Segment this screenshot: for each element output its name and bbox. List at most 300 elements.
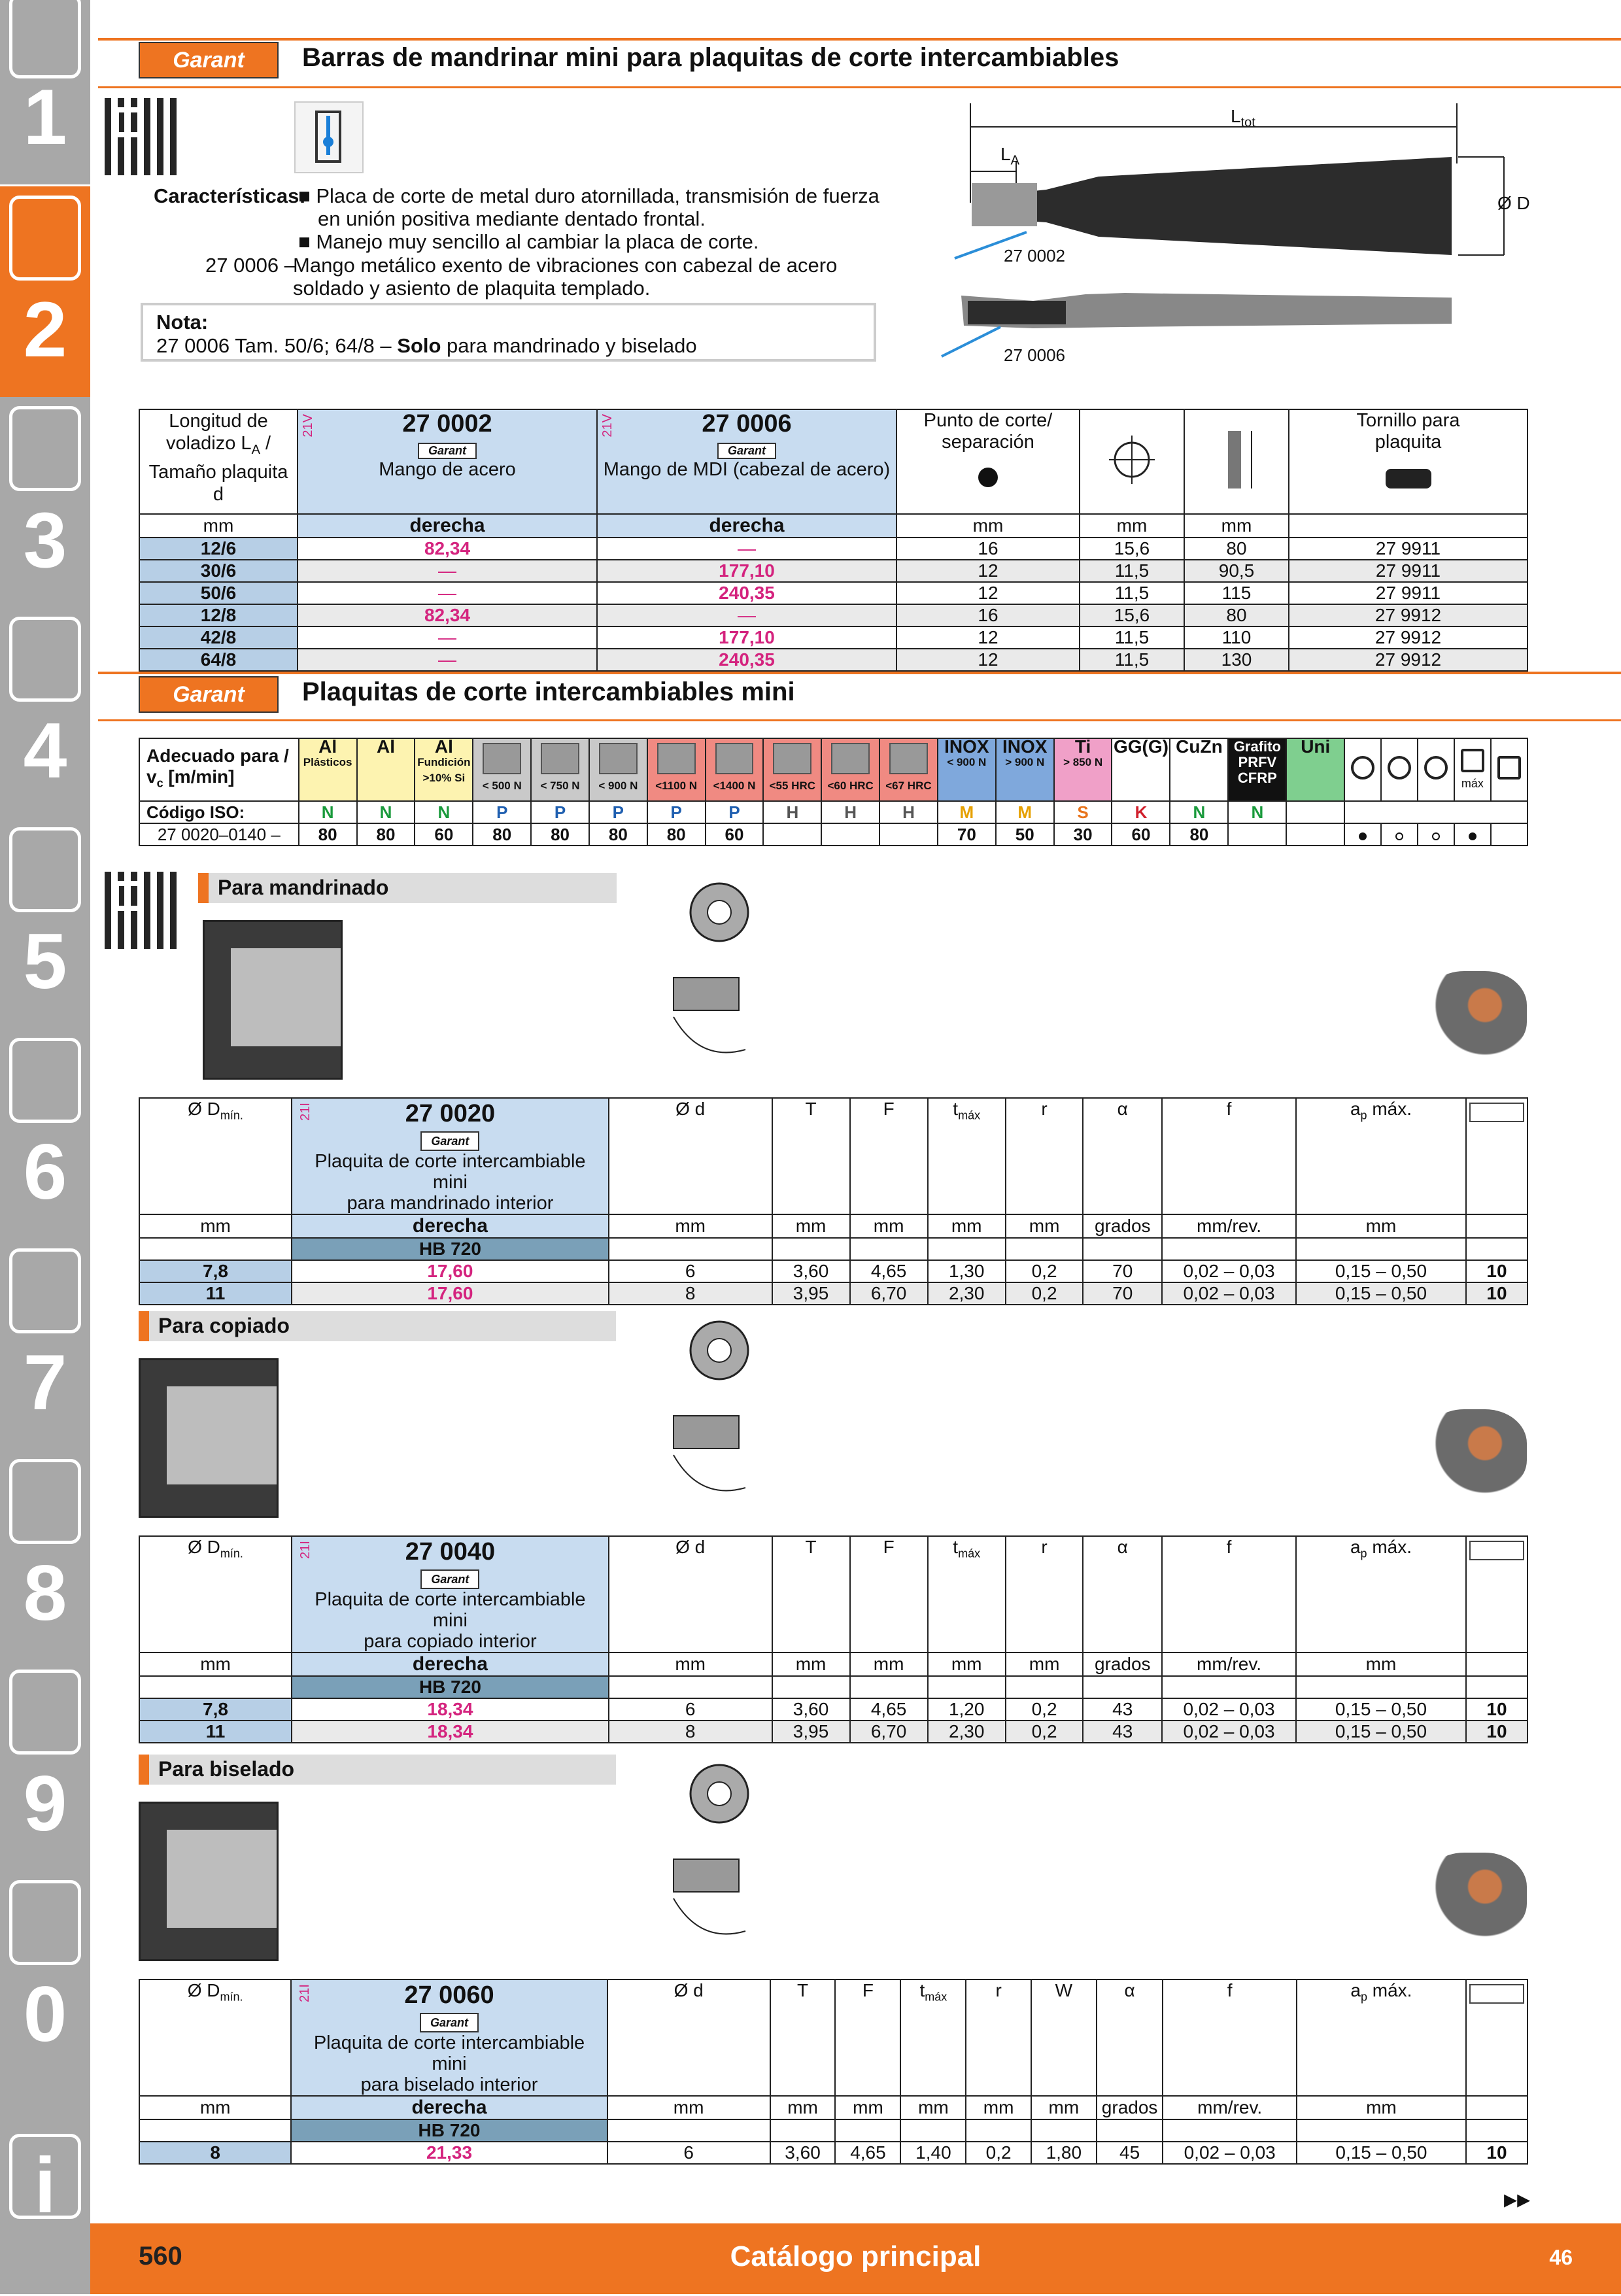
iso-code: N: [357, 801, 415, 823]
col-head: F: [850, 1098, 928, 1214]
table-cell: 27 9912: [1289, 626, 1527, 649]
material-head: Al Plásticos: [299, 738, 357, 801]
col-dmin-head: Ø $D_{mín.}$: [139, 1098, 292, 1214]
table-cell: 43: [1083, 1698, 1162, 1721]
col-head: α: [1083, 1098, 1162, 1214]
table-cell: 115: [1184, 582, 1289, 604]
product-head: 21I 27 0060 Garant Plaquita de corte intercambiable mini para biselado interior: [291, 1979, 607, 2096]
garant-badge: Garant: [717, 443, 776, 459]
insert-photo: [1422, 971, 1527, 1056]
ltot-label: $L_{tot}$: [1231, 106, 1255, 130]
grade-label: HB 720: [291, 2119, 607, 2142]
material-head: Al: [357, 738, 415, 801]
suitability-dot-icon: [1344, 823, 1381, 846]
material-head: <55 HRC: [763, 738, 821, 801]
table-cell: 27 9912: [1289, 649, 1527, 671]
iso-code: P: [706, 801, 764, 823]
side-tab-5[interactable]: 5: [0, 818, 90, 1031]
table-cell: 177,10: [597, 560, 896, 582]
side-tab-1[interactable]: 1: [0, 0, 90, 186]
garant-logo: Garant: [139, 42, 279, 78]
suitability-ring-icon: [1418, 823, 1454, 846]
pack-size-head: [1466, 1536, 1527, 1653]
grade-label: HB 720: [292, 1238, 609, 1260]
bar-length-icon: [1214, 427, 1259, 492]
nota-text: 27 0006 Tam. 50/6; 64/8 – Solo para mandrinado y biselado: [156, 334, 697, 357]
steel-beam-icon: [889, 743, 928, 774]
table-cell: 11,5: [1080, 560, 1184, 582]
table-cell: 27 9912: [1289, 604, 1527, 626]
material-icon-round: [1344, 738, 1381, 801]
col-dmin-head: Ø $D_{mín.}$: [139, 1979, 291, 2096]
table-cell: 0,2: [1006, 1282, 1084, 1305]
table-cell: 0,15 – 0,50: [1296, 1260, 1466, 1282]
vc-value: 80: [1170, 823, 1228, 846]
col-head: T: [772, 1098, 850, 1214]
col-length-head: Longitud de voladizo $L_A$ / Tamaño plaquita d: [139, 409, 298, 514]
boring-bar-table: Longitud de voladizo $L_A$ / Tamaño plaquita d 21V 27 0002 Garant Mango de acero 21V 27 0006 Garant Mango de MDI (cabezal de acero) Punto de corte/ separación Tornillo para plaquita mm derecha derecha mm mm mm 12/6 82,34 — 16 15,6 80 27 9911 30/6 — 177,10 12 11,5 90,5 27 9911 50/6 — 240,35 12 11,5 115 27 9911 12/8 82,34 — 16 15,6 80 27 9912 42/8 — 177,10 12 11,5 110 27 9912 64/8 — 240,35 12 11,5 130 27 9912: [139, 409, 1528, 672]
material-head: Uni: [1286, 738, 1344, 801]
insert-table: Ø $D_{mín.}$ 21I 27 0020 Garant Plaquita de corte intercambiable mini para mandrinado interior Ø d T F $t_{máx}$ r α f $a_p$ máx. mm derecha mm mm mm mm mm grados mm/rev. mm HB 720 7,8 17,60 6 3,60 4,65 1,30 0,2 70 0,02 – 0,03 0,15 – 0,50 10 11 17,60 8 3,95 6,70 2,30 0,2 70 0,02 – 0,03 0,15 – 0,50 10: [139, 1097, 1528, 1305]
table-cell: 12: [896, 582, 1080, 604]
drill-icon: [9, 0, 81, 78]
col-head: r: [1006, 1098, 1084, 1214]
side-tab-3[interactable]: 3: [0, 397, 90, 609]
table-cell: 43: [1083, 1721, 1162, 1743]
iso-code: K: [1112, 801, 1170, 823]
col-head: $t_{máx}$: [928, 1098, 1006, 1214]
insert-icon: [9, 196, 81, 281]
table-cell: 6,70: [850, 1721, 928, 1743]
feature-line-3: ■ Manejo muy sencillo al cambiar la placa de corte.: [298, 230, 759, 253]
col-head: Ø d: [609, 1098, 772, 1214]
table-cell: —: [298, 560, 597, 582]
table-cell: 10: [1466, 1698, 1527, 1721]
side-tab-info[interactable]: i: [0, 2082, 90, 2296]
table-cell: 0,02 – 0,03: [1163, 2142, 1296, 2164]
table-cell: 240,35: [597, 582, 896, 604]
table-cell: 8: [139, 2142, 291, 2164]
vc-value: [1286, 823, 1344, 846]
vc-value: [821, 823, 879, 846]
safety-icon: [9, 1880, 81, 1965]
code-27-0002-label: 27 0002: [1004, 246, 1065, 266]
col-head: α: [1083, 1536, 1162, 1653]
material-head: INOX > 900 N: [996, 738, 1054, 801]
steel-beam-icon: [773, 743, 811, 774]
material-head: <1400 N: [706, 738, 764, 801]
steel-beam-icon: [483, 743, 521, 774]
material-head: GG(G): [1112, 738, 1170, 801]
insert-geometry-diagram: [647, 1305, 804, 1514]
vc-value: 70: [938, 823, 996, 846]
group-subtitle-bar: [198, 873, 617, 903]
group-subtitle: Para copiado: [158, 1314, 290, 1337]
material-icon-dry: [1491, 738, 1527, 801]
table-cell: 1,20: [928, 1698, 1006, 1721]
iso-code: M: [938, 801, 996, 823]
saw-icon: [9, 827, 81, 912]
insert-photo: [1422, 1409, 1527, 1494]
steel-beam-icon: [831, 743, 870, 774]
iso-code: [1286, 801, 1344, 823]
table-cell: 6: [607, 2142, 770, 2164]
table-cell: 10: [1466, 1282, 1527, 1305]
col-head: r: [1006, 1536, 1084, 1653]
table-cell: 70: [1083, 1260, 1162, 1282]
material-head: <1100 N: [647, 738, 706, 801]
bore-section-illustration: [203, 920, 343, 1080]
vc-value: 60: [1112, 823, 1170, 846]
insert-table: Ø $D_{mín.}$ 21I 27 0060 Garant Plaquita de corte intercambiable mini para biselado interior Ø d T F $t_{máx}$ r W α f $a_p$ máx. mm derecha mm mm mm mm mm mm grados mm/rev. mm HB 720 8 21,33 6 3,60 4,65 1,40 0,2 1,80 45 0,02 – 0,03 0,15 – 0,50 10: [139, 1979, 1528, 2165]
col-head: α: [1097, 1979, 1163, 2096]
table-cell: 3,60: [772, 1260, 850, 1282]
footer: [90, 2223, 1621, 2294]
grade-label: HB 720: [292, 1676, 609, 1698]
table-cell: 12/6: [139, 538, 298, 560]
table-row: [139, 604, 1527, 626]
table-cell: 80: [1184, 604, 1289, 626]
col-head: $t_{máx}$: [900, 1979, 966, 2096]
table-cell: 50/6: [139, 582, 298, 604]
vc-value: 60: [706, 823, 764, 846]
table-cell: —: [298, 626, 597, 649]
table-cell: 0,02 – 0,03: [1162, 1260, 1296, 1282]
col-head: Ø d: [607, 1979, 770, 2096]
table-cell: 7,8: [139, 1698, 292, 1721]
table-cell: 0,2: [1006, 1721, 1084, 1743]
boring-bar-diagram: [929, 98, 1543, 373]
table-row: [139, 2142, 1527, 2164]
table-row: [139, 649, 1527, 671]
prod-27-0002-head: 21V 27 0002 Garant Mango de acero: [298, 409, 597, 514]
table-cell: 18,34: [292, 1721, 609, 1743]
iso-code: M: [996, 801, 1054, 823]
material-matrix: Adecuado para / $v_c$ [m/min] Al Plásticos Al Al Fundición >10% Si < 500 N < 750 N < 900 N <1100 N <1400 N <55 HRC <60 HRC <67 HRC INOX < 900 N INOX > 900 N Ti > 850 N GG(G) CuZn Grafito PRFV CFRP Uni máx Código ISO: N N N P P P P P H H H M M S K N N 27 0020–0140 – 80 80 60 80 80 80 80 60 70 50 30 60 80: [139, 738, 1528, 846]
pliers-icon: [9, 1248, 81, 1333]
section2-rule: [98, 672, 1621, 674]
table-cell: 8: [609, 1282, 772, 1305]
table-cell: 8: [609, 1721, 772, 1743]
side-tab-0[interactable]: 0: [0, 1871, 90, 2083]
table-cell: 11,5: [1080, 626, 1184, 649]
cabinet-icon: [9, 1670, 81, 1755]
col-head: f: [1162, 1536, 1296, 1653]
coolant-icon: [294, 101, 364, 173]
garant-badge: Garant: [420, 1569, 479, 1589]
vc-value: 80: [589, 823, 647, 846]
table-row: [139, 1698, 1527, 1721]
table-cell: 82,34: [298, 604, 597, 626]
side-tab-7[interactable]: 7: [0, 1239, 90, 1452]
group-subtitle-bar: [139, 1755, 616, 1785]
table-cell: 18,34: [292, 1698, 609, 1721]
vc-value: 60: [415, 823, 473, 846]
iso-code: P: [531, 801, 589, 823]
table-cell: 11: [139, 1282, 292, 1305]
table-cell: 10: [1466, 1260, 1527, 1282]
table-row: [139, 582, 1527, 604]
table-cell: 11,5: [1080, 582, 1184, 604]
col-head: T: [772, 1536, 850, 1653]
pack-size-head: [1466, 1979, 1527, 2096]
table-cell: 16: [896, 604, 1080, 626]
vc-value: [879, 823, 938, 846]
product-head: 21I 27 0040 Garant Plaquita de corte intercambiable mini para copiado interior: [292, 1536, 609, 1653]
table-cell: 45: [1097, 2142, 1163, 2164]
iso-code: N: [415, 801, 473, 823]
table-cell: 82,34: [298, 538, 597, 560]
table-cell: —: [298, 582, 597, 604]
table-cell: 15,6: [1080, 604, 1184, 626]
material-icon-ring: [1418, 738, 1454, 801]
table-cell: 90,5: [1184, 560, 1289, 582]
table-row: [139, 1282, 1527, 1305]
table-cell: 17,60: [292, 1260, 609, 1282]
note-line-1: Mango metálico exento de vibraciones con cabezal de acero: [293, 254, 838, 277]
table-cell: 80: [1184, 538, 1289, 560]
product-head: 21I 27 0020 Garant Plaquita de corte intercambiable mini para mandrinado interior: [292, 1098, 609, 1214]
table-cell: 17,60: [292, 1282, 609, 1305]
table-cell: —: [597, 538, 896, 560]
table-cell: 10: [1466, 1721, 1527, 1743]
garant-logo: Garant: [139, 676, 279, 713]
col-head: Ø d: [609, 1536, 772, 1653]
table-cell: —: [298, 649, 597, 671]
bore-section-illustration: [139, 1802, 279, 1961]
table-cell: 110: [1184, 626, 1289, 649]
insert-table: Ø $D_{mín.}$ 21I 27 0040 Garant Plaquita de corte intercambiable mini para copiado interior Ø d T F $t_{máx}$ r α f $a_p$ máx. mm derecha mm mm mm mm mm grados mm/rev. mm HB 720 7,8 18,34 6 3,60 4,65 1,20 0,2 43 0,02 – 0,03 0,15 – 0,50 10 11 18,34 8 3,95 6,70 2,30 0,2 43 0,02 – 0,03 0,15 – 0,50 10: [139, 1535, 1528, 1743]
table-cell: 6,70: [850, 1282, 928, 1305]
table-row: [139, 626, 1527, 649]
side-tab-4[interactable]: 4: [0, 608, 90, 820]
table-cell: 0,15 – 0,50: [1296, 1721, 1466, 1743]
wrench-icon: [9, 1038, 81, 1123]
col-head: W: [1031, 1979, 1097, 2096]
diameter-icon: [1109, 430, 1155, 489]
table-row: [139, 538, 1527, 560]
note-line-2: soldado y asiento de plaquita templado.: [293, 277, 651, 300]
catalog-title: Catálogo principal: [730, 2240, 981, 2272]
material-head: INOX < 900 N: [938, 738, 996, 801]
col-screw-head: Tornillo para plaquita: [1289, 409, 1527, 514]
col-length-icon-head: [1184, 409, 1289, 514]
table-cell: 1,30: [928, 1260, 1006, 1282]
header-rule: [98, 38, 1621, 41]
vc-value: 80: [531, 823, 589, 846]
table-cell: 0,2: [1006, 1698, 1084, 1721]
product-code: 27 0060: [404, 1981, 494, 2009]
table-cell: 27 9911: [1289, 560, 1527, 582]
suitability-ring-icon: [1381, 823, 1418, 846]
iso-code: P: [647, 801, 706, 823]
table-cell: 6: [609, 1698, 772, 1721]
steel-beam-icon: [541, 743, 579, 774]
material-head: <60 HRC: [821, 738, 879, 801]
iso-code: H: [763, 801, 821, 823]
table-row: [139, 1721, 1527, 1743]
od-label: Ø D: [1497, 193, 1530, 213]
section1-title: Barras de mandrinar mini para plaquitas de corte intercambiables: [302, 43, 1119, 72]
table-cell: 0,2: [966, 2142, 1031, 2164]
la-label: $L_A$: [1000, 144, 1019, 168]
table-cell: —: [597, 604, 896, 626]
caliper-icon: [9, 617, 81, 702]
box-icon: [1469, 1541, 1524, 1560]
steel-beam-icon: [657, 743, 696, 774]
section2-rule-bottom: [98, 719, 1621, 721]
product-code: 27 0020: [405, 1100, 496, 1127]
steel-beam-icon: [599, 743, 638, 774]
header-rule-bottom: [98, 86, 1621, 88]
table-cell: 2,30: [928, 1721, 1006, 1743]
pack-size-head: [1466, 1098, 1527, 1214]
table-cell: 0,15 – 0,50: [1297, 2142, 1466, 2164]
col-punto-head: Punto de corte/ separación: [896, 409, 1080, 514]
table-cell: 0,02 – 0,03: [1162, 1698, 1296, 1721]
iso-code: P: [473, 801, 531, 823]
material-head: < 900 N: [589, 738, 647, 801]
table-cell: 240,35: [597, 649, 896, 671]
feature-line-1: ■ Placa de corte de metal duro atornillada, transmisión de fuerza: [298, 184, 879, 207]
bore-section-illustration: [139, 1358, 279, 1518]
next-page-arrow[interactable]: ▸▸: [1504, 2185, 1531, 2214]
vc-value: 80: [473, 823, 531, 846]
boring-bar-rows: [139, 538, 1527, 671]
table-cell: 27 9911: [1289, 582, 1527, 604]
material-head: Grafito PRFV CFRP: [1228, 738, 1286, 801]
insert-geometry-diagram: [647, 1748, 804, 1957]
col-head: $t_{máx}$: [928, 1536, 1006, 1653]
iso-code: S: [1054, 801, 1112, 823]
material-head: CuZn: [1170, 738, 1228, 801]
table-cell: 12/8: [139, 604, 298, 626]
screw-icon: [1386, 469, 1431, 488]
col-head: $a_p$ máx.: [1296, 1098, 1466, 1214]
table-cell: 2,30: [928, 1282, 1006, 1305]
table-cell: 0,15 – 0,50: [1296, 1698, 1466, 1721]
col-head: f: [1162, 1098, 1296, 1214]
steel-beam-icon: [715, 743, 754, 774]
material-icon-coolant: máx: [1454, 738, 1491, 801]
table-cell: 11,5: [1080, 649, 1184, 671]
side-tab-8[interactable]: 8: [0, 1450, 90, 1662]
table-cell: 12: [896, 626, 1080, 649]
table-cell: 0,2: [1006, 1260, 1084, 1282]
insert-photo: [1422, 1853, 1527, 1938]
iso-code: P: [589, 801, 647, 823]
table-cell: 12: [896, 649, 1080, 671]
table-cell: 42/8: [139, 626, 298, 649]
col-head: T: [770, 1979, 836, 2096]
col-dmin-head: Ø $D_{mín.}$: [139, 1536, 292, 1653]
holder-icon: [9, 406, 81, 491]
iso-code: N: [1228, 801, 1286, 823]
side-tab-2[interactable]: 2: [0, 186, 90, 399]
table-cell: 11: [139, 1721, 292, 1743]
table-cell: 4,65: [850, 1698, 928, 1721]
vc-value: 50: [996, 823, 1054, 846]
table-cell: 12: [896, 560, 1080, 582]
material-icon-profile: [1381, 738, 1418, 801]
table-cell: 3,95: [772, 1721, 850, 1743]
features-label: Características:: [154, 184, 306, 207]
vc-value: [1228, 823, 1286, 846]
vc-value: 80: [647, 823, 706, 846]
vc-value: 30: [1054, 823, 1112, 846]
table-cell: 4,65: [835, 2142, 900, 2164]
prod-27-0006-head: 21V 27 0006 Garant Mango de MDI (cabezal de acero): [597, 409, 896, 514]
side-tab-9[interactable]: 9: [0, 1660, 90, 1873]
table-cell: 0,02 – 0,03: [1162, 1721, 1296, 1743]
table-cell: 3,60: [770, 2142, 836, 2164]
feature-line-2: en unión positiva mediante dentado frontal.: [318, 207, 706, 230]
material-head: <67 HRC: [879, 738, 938, 801]
col-head: F: [835, 1979, 900, 2096]
toolcase-icon: [9, 1459, 81, 1544]
black-dot-icon: [978, 468, 998, 487]
suitability-dot-icon: [1454, 823, 1491, 846]
table-cell: 7,8: [139, 1260, 292, 1282]
footer-right-number: 46: [1549, 2246, 1573, 2269]
col-head: r: [966, 1979, 1031, 2096]
table-row: [139, 1260, 1527, 1282]
group-subtitle-bar: [139, 1311, 616, 1341]
table-row: [139, 560, 1527, 582]
qr-code[interactable]: [105, 98, 182, 175]
table-cell: 3,95: [772, 1282, 850, 1305]
table-cell: 6: [609, 1260, 772, 1282]
code-27-0006-label: 27 0006: [1004, 345, 1065, 365]
insert-geometry-diagram: [647, 866, 804, 1076]
iso-code: H: [821, 801, 879, 823]
group-subtitle: Para biselado: [158, 1757, 295, 1781]
vc-value: 80: [357, 823, 415, 846]
box-icon: [1469, 1984, 1524, 2004]
table-cell: 1,40: [900, 2142, 966, 2164]
vc-value: [763, 823, 821, 846]
material-head: Al Fundición >10% Si: [415, 738, 473, 801]
col-head: $a_p$ máx.: [1296, 1536, 1466, 1653]
table-cell: 15,6: [1080, 538, 1184, 560]
nota-box: Nota: 27 0006 Tam. 50/6; 64/8 – Solo para mandrinado y biselado: [141, 303, 876, 362]
material-head: < 500 N: [473, 738, 531, 801]
garant-badge: Garant: [418, 443, 477, 459]
side-tab-6[interactable]: 6: [0, 1029, 90, 1241]
side-index: [0, 0, 90, 2294]
note-code: 27 0006 –: [205, 254, 296, 277]
table-cell: 64/8: [139, 649, 298, 671]
group-subtitle: Para mandrinado: [218, 876, 389, 899]
material-head: Ti > 850 N: [1054, 738, 1112, 801]
col-head: F: [850, 1536, 928, 1653]
section2-title: Plaquitas de corte intercambiables mini: [302, 677, 795, 706]
col-diameter-head: [1080, 409, 1184, 514]
garant-badge: Garant: [420, 2013, 479, 2032]
table-cell: 177,10: [597, 626, 896, 649]
garant-badge: Garant: [420, 1131, 479, 1151]
qr-code[interactable]: [105, 872, 182, 949]
table-cell: 0,02 – 0,03: [1162, 1282, 1296, 1305]
product-code: 27 0040: [405, 1538, 496, 1566]
table-cell: 0,15 – 0,50: [1296, 1282, 1466, 1305]
col-head: f: [1163, 1979, 1296, 2096]
table-cell: 30/6: [139, 560, 298, 582]
iso-code: N: [299, 801, 357, 823]
col-head: $a_p$ máx.: [1297, 1979, 1466, 2096]
table-cell: 21,33: [291, 2142, 607, 2164]
vc-value: 80: [299, 823, 357, 846]
